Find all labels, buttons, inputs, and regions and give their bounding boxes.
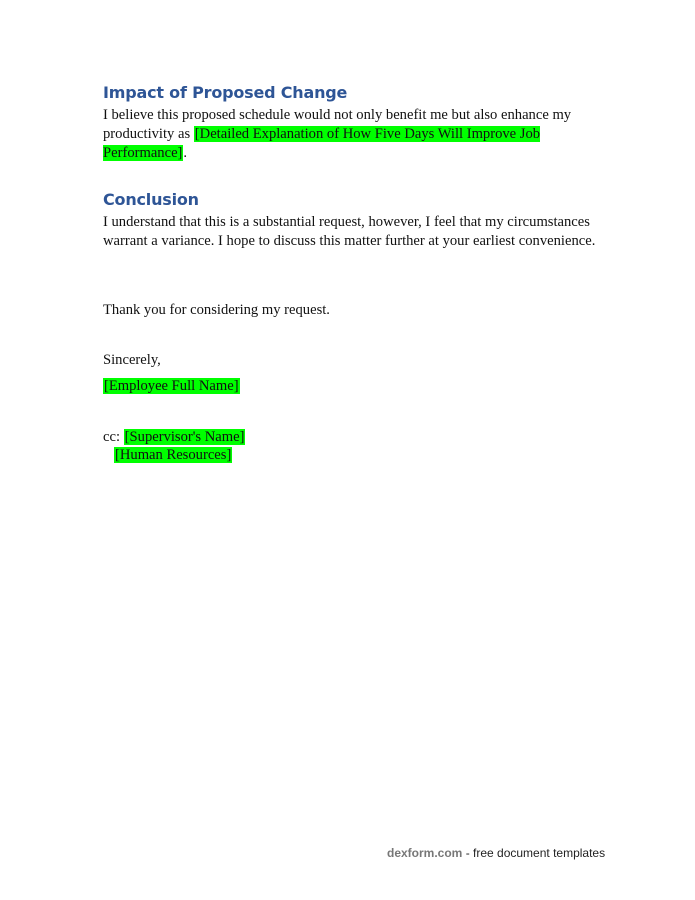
cc-supervisor-placeholder[interactable]: [Supervisor's Name] [124,429,245,445]
cc-line [103,428,603,447]
footer-tagline: - free document templates [462,846,606,860]
cc-label: cc: [103,429,124,445]
footer [387,846,605,860]
impact-paragraph [103,106,603,163]
impact-text: I believe this proposed schedule would not only benefit me but also enhance my productivity as [103,107,572,142]
employee-name-line [103,377,603,396]
impact-placeholder[interactable]: [Detailed Explanation of How Five Days Will Improve Job Performance] [103,126,541,161]
conclusion-paragraph: I understand that this is a substantial request, however, I feel that my circumstances warrant a variance. I hope to discuss this matter further at your earliest convenience. [103,214,596,249]
employee-name-placeholder[interactable]: [Employee Full Name] [104,378,239,394]
cc-line-2 [114,446,614,465]
thanks-line: Thank you for considering my request. [103,302,330,318]
impact-text-end: . [183,145,188,161]
heading-impact: Impact of Proposed Change [103,83,348,102]
signoff: Sincerely, [103,352,161,368]
heading-conclusion: Conclusion [103,190,199,209]
cc-hr-placeholder[interactable]: [Human Resources] [115,447,232,463]
footer-brand-link[interactable]: dexform.com [387,846,463,860]
